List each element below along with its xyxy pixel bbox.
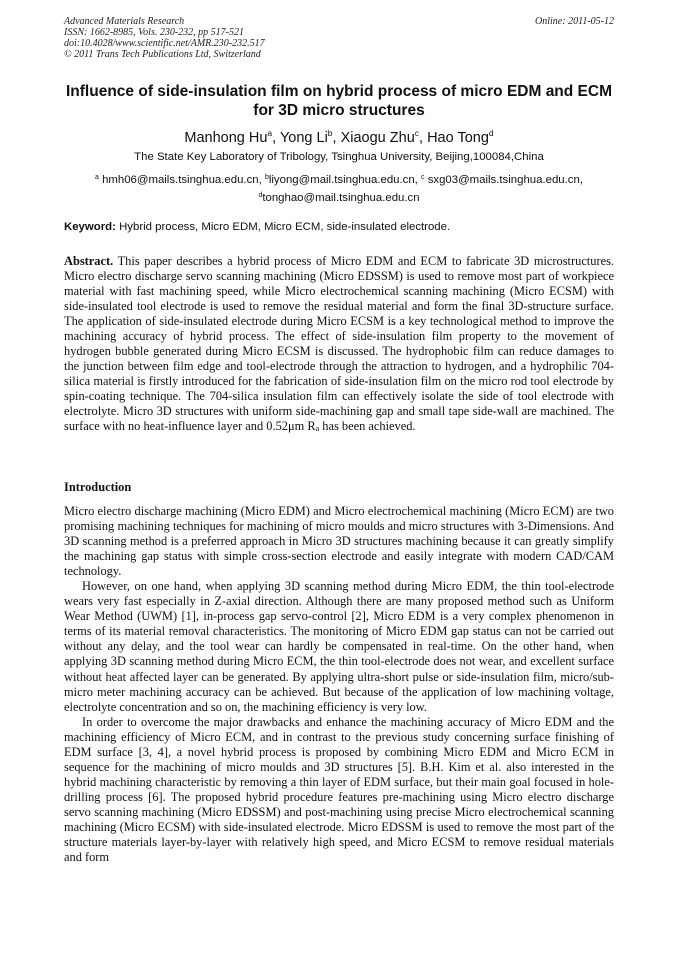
author-name: Manhong Hu [184, 130, 268, 146]
email-sup: a [94, 174, 99, 181]
section-heading-introduction: Introduction [64, 480, 132, 494]
body-paragraph: However, on one hand, when applying 3D scanning method during Micro EDM, the thin tool-electrode wears very fast especially in Z-axial direction. Although there are many proposed method such as Uniform Wear Method (UWM) [1], in-process gap servo-control [2], Micro EDM is a very complex phenomenon in terms of its material removal characteristics. The monitoring of Micro EDM gap status can not be carried out without any delay, and the tool wear can hardly be compensated in real-time. On the other hand, when applying 3D scanning method during Micro ECM, the thin tool-electrode does not wear, and excellent surface without heat affected layer can be generated. By applying ultra-short pulse or side-insulation film, micro/sub-micro meter machining accuracy can be achieved. But because of the application of low machining voltage, electrolyte concentration and so on, the machining efficiency is very low. [64, 579, 614, 714]
author-sup: b [327, 128, 333, 138]
keywords-label: Keyword: [64, 221, 116, 233]
copyright-line: © 2011 Trans Tech Publications Ltd, Switzerland [64, 49, 261, 60]
email-address: liyong@mail.tsinghua.edu.cn, [268, 174, 418, 186]
affiliation: The State Key Laboratory of Tribology, Tsinghua University, Beijing,100084,China [134, 151, 544, 163]
doi-line: doi:10.4028/www.scientific.net/AMR.230-232.517 [64, 38, 265, 49]
abstract-label: Abstract. [64, 254, 114, 268]
issn-line: ISSN: 1662-8985, Vols. 230-232, pp 517-521 [64, 27, 244, 38]
journal-name: Advanced Materials Research [64, 16, 185, 27]
email-sup: c [421, 174, 425, 181]
online-date: Online: 2011-05-12 [535, 16, 614, 27]
paper-title: Influence of side-insulation film on hybrid process of micro EDM and ECM for 3D micro structures [66, 83, 612, 119]
introduction-body [64, 504, 614, 865]
email-sup: d [258, 192, 263, 199]
author-sup: c [414, 128, 420, 138]
keywords [64, 220, 614, 234]
journal-meta [64, 16, 614, 60]
author-sup: a [267, 128, 273, 138]
author-name: Yong Li [279, 130, 328, 146]
author-sup: d [488, 128, 494, 138]
email-address: sxg03@mails.tsinghua.edu.cn, [427, 174, 583, 186]
abstract-tail: has been achieved. [319, 419, 416, 433]
author-name: Xiaogu Zhu [340, 130, 415, 146]
body-paragraph: In order to overcome the major drawbacks and enhance the machining accuracy of Micro EDM and the machining efficiency of Micro ECM, and in contrast to the previous study concerning surface finishing of EDM surface [3, 4], a novel hybrid process is proposed by combining Micro EDM and Micro ECM in sequence for the machining of micro moulds and 3D structures [5]. B.H. Kim et al. also interested in the hybrid machining characteristic by removing a thin layer of EDM surface, but their main goal focused in hole-drilling process [6]. The proposed hybrid procedure features pre-machining using Micro electro discharge servo scanning machining (Micro EDSSM) and post-machining using precise Micro electrochemical scanning machining (Micro ECSM) with side-insulated electrode. Micro EDSSM is used to remove the most part of the structure materials layer-by-layer with relatively high speed, and Micro ECSM to remove residual materials and form [64, 714, 614, 865]
body-paragraph: Micro electro discharge machining (Micro EDM) and Micro electrochemical machining (Micro ECM) are two promising machining techniques for machining of micro moulds and micro structures with 3-Dimensions. And 3D scanning method is a preferred approach in Micro 3D structures machining because it can greatly simplify the machining gap status with simple cross-section electrode and easily integrate with modern CAD/CAM technology. [64, 504, 614, 579]
author-name: Hao Tong [427, 130, 489, 146]
email-list [64, 170, 614, 206]
abstract [64, 254, 614, 436]
abstract-text: This paper describes a hybrid process of Micro EDM and ECM to fabricate 3D microstructures. Micro electro discharge servo scanning machining (Micro EDSSM) is used to remove most part of workpiece material with fast machining speed, while Micro electrochemical scanning machining (Micro ECSM) with side-insulated tool electrode is used to remove the residual material and form the final 3D-structure surface. The application of side-insulated electrode during Micro ECSM is a key technological method to improve the machining accuracy of hybrid process. The effect of side-insulation film property to the movement of hydrogen bubble generated during Micro ECSM is discussed. The hydrophobic film can reduce damages to the junction between film edge and tool-electrode through the attraction to hydrogen, and a hydrophilic 704-silica material is firstly introduced for the fabrication of side-insulation film on the micro rod tool electrode by spin-coating technique. The 704-silica insulation film can effectively isolate the side of tool electrode with electrolyte. Micro 3D structures with uniform side-machining gap and small tape side-wall are machined. The surface with no heat-influence layer and 0.52μm R [64, 254, 614, 433]
abstract-subscript: a [315, 424, 320, 433]
email-address: hmh06@mails.tsinghua.edu.cn, [102, 174, 262, 186]
email-address: tonghao@mail.tsinghua.edu.cn [262, 192, 420, 204]
keywords-text: Hybrid process, Micro EDM, Micro ECM, side-insulated electrode. [119, 221, 451, 233]
email-sup: b [264, 174, 269, 181]
author-list: Manhong Hu$^a$, Yong Li$^b$, Xiaogu Zhu$^c$, Hao Tong$^d$ [184, 128, 494, 146]
